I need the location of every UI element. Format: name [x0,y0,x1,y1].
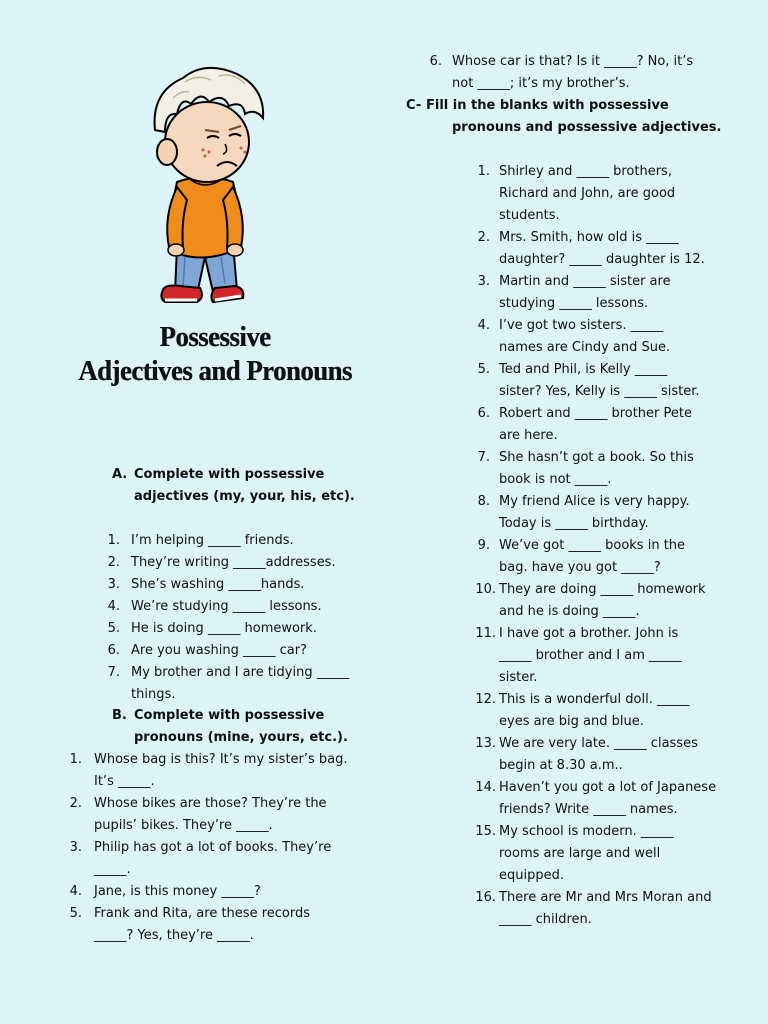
list-item: Robert and _____ brother Pete are here. [499,406,692,443]
list-item-number: 3. [477,274,490,289]
list-item: There are Mr and Mrs Moran and _____ children. [499,890,712,927]
list-item-number: 6. [429,54,442,69]
list-item: I’m helping _____ friends. [131,533,294,548]
list-item: Philip has got a lot of books. They’re _____. [94,840,332,877]
list-item-number: 5. [69,906,82,921]
list-item: This is a wonderful doll. _____ eyes are big and blue. [499,692,690,729]
list-item-number: 5. [107,621,120,636]
list-item-number: 12. [475,692,496,707]
list-item-number: 2. [477,230,490,245]
list-item: They’re writing _____addresses. [131,555,336,570]
list-item: We are very late. _____ classes begin at 8.30 a.m.. [499,736,698,773]
list-item: My school is modern. _____ rooms are large and well equipped. [499,824,674,883]
list-item-number: 4. [107,599,120,614]
list-item: Whose bag is this? It’s my sister’s bag. It’s _____. [94,752,348,789]
title-line-1: Possessive [159,321,271,353]
list-item: My brother and I are tidying _____ things. [131,665,350,702]
list-item-number: 16. [475,890,496,905]
list-item: He is doing _____ homework. [131,621,317,636]
list-item-number: 9. [477,538,490,553]
list-item-number: 13. [475,736,496,751]
list-item: She’s washing _____hands. [131,577,305,592]
list-item: They are doing _____ homework and he is doing _____. [499,582,706,619]
list-item-number: 1. [107,533,120,548]
list-item-number: 2. [69,796,82,811]
list-item: Shirley and _____ brothers, Richard and John, are good students. [499,164,676,223]
list-item-number: 3. [69,840,82,855]
list-item: We’re studying _____ lessons. [131,599,322,614]
list-item-number: 4. [69,884,82,899]
section-a-marker: A. [112,467,128,482]
list-item-number: 7. [477,450,490,465]
list-item: We’ve got _____ books in the bag. have you got _____? [499,538,686,575]
list-item: Mrs. Smith, how old is _____ daughter? _____ daughter is 12. [499,230,705,267]
list-item-number: 5. [477,362,490,377]
section-b-marker: B. [112,708,127,723]
list-item-number: 3. [107,577,120,592]
sad-boy-illustration [125,52,285,314]
list-item: My friend Alice is very happy. Today is _____ birthday. [499,494,690,531]
section-c-marker: C- [406,98,422,113]
list-item: I’ve got two sisters. _____ names are Cindy and Sue. [499,318,671,355]
section-b-heading: Complete with possessive pronouns (mine, yours, etc.). [134,708,348,745]
list-item-number: 14. [475,780,496,795]
list-item-number: 10. [475,582,496,597]
list-item-number: 15. [475,824,496,839]
title-line-2: Adjectives and Pronouns [78,355,352,387]
section-a-heading: Complete with possessive adjectives (my, your, his, etc). [134,467,355,504]
list-item-number: 6. [477,406,490,421]
list-item: I have got a brother. John is _____ brother and I am _____ sister. [499,626,682,685]
list-item: Haven’t you got a lot of Japanese friends? Write _____ names. [499,780,717,817]
list-item: Are you washing _____ car? [131,643,307,658]
list-item-number: 8. [477,494,490,509]
list-item: Whose car is that? Is it _____? No, it’s not _____; it’s my brother’s. [452,54,694,91]
list-item: She hasn’t got a book. So this book is not _____. [499,450,694,487]
list-item-number: 11. [475,626,496,641]
list-item: Frank and Rita, are these records _____? Yes, they’re _____. [94,906,310,943]
list-item: Ted and Phil, is Kelly _____ sister? Yes, Kelly is _____ sister. [499,362,700,399]
list-item-number: 1. [477,164,490,179]
page-title [54,320,376,388]
list-item-number: 6. [107,643,120,658]
list-item-number: 1. [69,752,82,767]
list-item-number: 7. [107,665,120,680]
list-item: Jane, is this money _____? [94,884,261,899]
section-c-heading: Fill in the blanks with possessive pronouns and possessive adjectives. [426,98,722,135]
list-item-number: 4. [477,318,490,333]
list-item-number: 2. [107,555,120,570]
list-item: Martin and _____ sister are studying _____ lessons. [499,274,671,311]
list-item: Whose bikes are those? They’re the pupils’ bikes. They’re _____. [94,796,327,833]
